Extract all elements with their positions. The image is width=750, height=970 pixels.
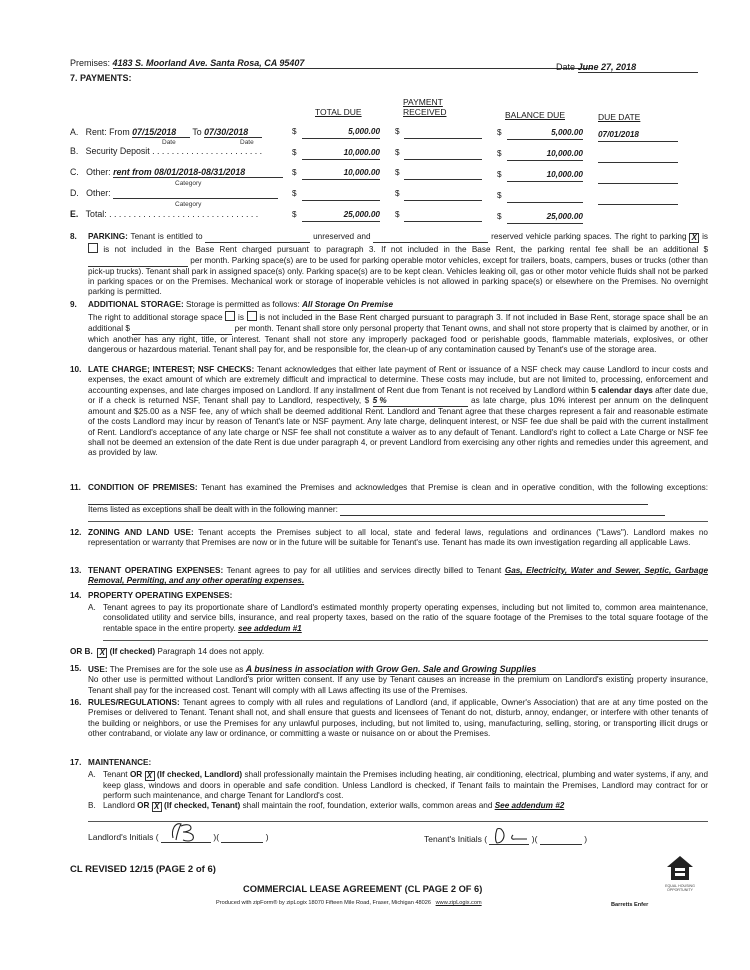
row-letter: C. <box>70 167 79 177</box>
text: )( <box>531 834 538 844</box>
agent-name: Barretts Enfer <box>611 902 649 908</box>
tenant-initials-label: Tenant's Initials ( <box>424 834 488 844</box>
section-title: TENANT OPERATING EXPENSES: <box>88 566 224 575</box>
premises-value[interactable]: 4183 S. Moorland Ave. Santa Rosa, CA 95407 <box>113 58 593 69</box>
section-use <box>88 664 708 696</box>
dollar-sign: $ <box>395 127 400 136</box>
rent-from-field[interactable]: 07/15/2018 <box>132 127 190 138</box>
row-letter: B. <box>70 146 79 156</box>
row-label: Other: <box>86 167 111 177</box>
date-label: Date <box>556 62 576 72</box>
security-total-due[interactable]: 10,000.00 <box>302 148 380 160</box>
text: to parking <box>650 232 687 241</box>
subsection-letter: A. <box>88 770 96 779</box>
subsection-letter: B. <box>88 801 96 810</box>
payment-row-security <box>70 146 262 156</box>
section-number: 9. <box>70 300 77 309</box>
storage-included-checkbox[interactable] <box>225 311 235 321</box>
landlord-second-initials-field[interactable] <box>221 832 263 843</box>
row-label: Other: <box>86 188 111 198</box>
text: (If checked) <box>109 647 156 656</box>
section-title: CONDITION OF PREMISES: <box>88 483 198 492</box>
other-c-balance-due[interactable]: 10,000.00 <box>507 170 583 182</box>
section-title: ZONING AND LAND USE: <box>88 528 194 537</box>
subsection-letter: A. <box>88 603 96 612</box>
date-line <box>556 62 698 73</box>
text: Tenant agrees to comply with all rules and regulations of Landlord (and, if applicable, Owner's Association) that are at any time posted on the Premises or delivered to Tenant. Tenant shall not, and shall ensure that guests and licensees of Tenant do not, disturb, annoy, endanger, or interfere with other tenants of the building or neighbors, or use the Premises for any unlawful purposes, including, but not limited to, using, manufacturing, selling, storing, or transporting illicit drugs or other contraband, or violate any law or ordinance, or committing a waste or nuisance on or about the Premises. <box>88 698 708 738</box>
storage-not-included-checkbox[interactable] <box>247 311 257 321</box>
text: Storage is permitted as follows: <box>185 300 300 309</box>
landlord-initials-signature <box>167 820 207 842</box>
col-payment-received-2: RECEIVED <box>403 107 447 117</box>
section-title: USE: <box>88 665 108 674</box>
text: is <box>702 232 708 241</box>
paragraph-14-not-apply-checkbox[interactable]: X <box>97 648 107 658</box>
operating-expenses-field[interactable]: see addedum #1 <box>238 623 302 633</box>
text: Tenant has examined the Premises and acknowledges that Premise is clean and in operative condition, with the following exceptions: <box>201 483 708 492</box>
dollar-sign: $ <box>497 128 502 137</box>
section-condition <box>88 483 708 516</box>
landlord-initials-label: Landlord's Initials ( <box>88 832 159 842</box>
text: is not included in the Base Rent charged pursuant to paragraph 3. If not included in Base Rent, <box>259 313 611 323</box>
section-number: 11. <box>70 483 81 492</box>
payment-row-rent <box>70 127 262 138</box>
equal-housing-text: EQUAL HOUSING OPPORTUNITY <box>665 884 695 893</box>
text: )( <box>213 832 220 842</box>
form-title: COMMERCIAL LEASE AGREEMENT (CL PAGE 2 OF 6) <box>243 884 483 894</box>
from-date-caption: Date <box>162 139 176 146</box>
landlord-maintains-checkbox[interactable]: X <box>145 771 155 781</box>
other-d-total-due[interactable] <box>302 189 380 201</box>
section-number: 10. <box>70 365 82 374</box>
landlord-initials-block <box>88 832 269 843</box>
section-late-charge <box>88 365 708 459</box>
row-letter: D. <box>70 188 79 198</box>
dollar-sign: $ <box>292 210 297 219</box>
section-title: PROPERTY OPERATING EXPENSES: <box>88 591 233 600</box>
tenant-initials-field[interactable] <box>489 834 529 845</box>
late-fee-field[interactable]: 5 % <box>373 396 468 407</box>
text: No other use is permitted without Landlord's prior written consent. If any use by Tenant causes an increase in the premium on Landlord's existing property insurance, Tenant shall pay for the increased cost. Tenant will comply with all Laws affecting its use of the Premises. <box>88 675 708 695</box>
rent-to-label: To <box>192 127 202 137</box>
section-number: 16. <box>70 698 82 707</box>
text: OR <box>137 801 150 810</box>
category-caption: Category <box>175 180 202 187</box>
exceptions-line[interactable] <box>88 521 708 522</box>
tenant-maintains-checkbox[interactable]: X <box>152 802 162 812</box>
text: Tenant agrees to pay for all utilities and services directly billed to Tenant <box>226 566 502 575</box>
subsection-14b <box>70 647 264 658</box>
security-balance-due[interactable]: 10,000.00 <box>507 149 583 161</box>
storage-fee-field[interactable] <box>132 324 232 335</box>
dollar-sign: $ <box>292 168 297 177</box>
row-label: Rent: From <box>85 127 130 137</box>
premises-label: Premises: <box>70 58 111 68</box>
maintenance-items-field[interactable]: See addendum #2 <box>494 801 565 810</box>
dollar-sign: $ <box>395 189 400 198</box>
section-tenant-expenses <box>88 566 708 587</box>
text: ) <box>265 832 269 842</box>
subsection-14a <box>103 603 708 634</box>
section-number: 15. <box>70 664 82 673</box>
producer-text: Produced with zipForm® by zipLogix 18070 Fifteen Mile Road, Fraser, Michigan 48026 <box>216 900 431 906</box>
dollar-sign: $ <box>497 212 502 221</box>
subsection-17a <box>103 770 708 802</box>
text: is <box>238 313 244 323</box>
section-number: 17. <box>70 758 82 767</box>
payment-row-other-c <box>70 167 283 178</box>
tenant-initials-block <box>424 834 587 845</box>
section-title: LATE CHARGE; INTEREST; NSF CHECKS: <box>88 365 255 374</box>
text: $ <box>364 395 370 405</box>
row-letter: E. <box>70 209 79 219</box>
dollar-sign: $ <box>395 148 400 157</box>
tenant-second-initials-field[interactable] <box>540 834 582 845</box>
col-balance-due: BALANCE DUE <box>505 110 565 120</box>
text: The Premises are for the sole use as <box>109 665 244 674</box>
total-payment-received[interactable] <box>404 210 482 222</box>
security-due-date[interactable] <box>598 151 678 163</box>
subsection-17b <box>103 801 708 812</box>
text: The right to additional storage space <box>88 313 223 323</box>
text: OR <box>129 770 143 779</box>
rent-balance-due[interactable]: 5,000.00 <box>507 128 583 140</box>
col-total-due: TOTAL DUE <box>315 107 362 117</box>
section-zoning <box>88 528 708 549</box>
text: Tenant agrees to pay its proportionate share of Landlord's estimated monthly property operating expenses, including but not limited to, common area maintenance, consolidated utility and service bills, insurance, and real property taxes, based on the ratio of the square footage of the Premises to the total square footage of the rentable space in the entire property. <box>103 603 708 633</box>
rent-to-field[interactable]: 07/30/2018 <box>204 127 262 138</box>
total-total-due[interactable]: 25,000.00 <box>302 210 380 222</box>
category-caption: Category <box>175 201 202 208</box>
col-due-date: DUE DATE <box>598 112 641 122</box>
row-label: Total: . . . . . . . . . . . . . . . . . . . . . . . . . . . . . . . <box>85 209 259 219</box>
text: ) <box>584 834 588 844</box>
dollar-sign: $ <box>292 148 297 157</box>
text: unreserved and <box>313 232 371 241</box>
text: (If checked, Tenant) <box>164 801 241 810</box>
payment-row-other-d <box>70 188 278 199</box>
section-title: MAINTENANCE: <box>88 758 152 767</box>
section-title: PARKING: <box>88 232 128 241</box>
text: shall professionally maintain the Premises including heating, air conditioning, electrical, plumbing and water systems, if any, and keep glass, windows and doors in operable and safe condition. Unless Landlord is checked, if Tenant fails to maintain the Premises, Landlord may contract for or perform such maintenance, and charge Tenant for Landlord's cost. <box>103 770 709 801</box>
reserved-spaces-field[interactable] <box>373 232 488 243</box>
total-balance-due[interactable]: 25,000.00 <box>507 212 583 224</box>
col-payment-received-1: PAYMENT <box>403 97 443 107</box>
text: Items listed as exceptions shall be dealt with in the following manner: <box>88 504 338 514</box>
other-d-category-field[interactable] <box>113 188 278 199</box>
row-letter: A. <box>70 127 79 137</box>
rent-payment-received[interactable] <box>404 127 482 139</box>
website-link[interactable]: www.zipLogix.com <box>435 900 482 906</box>
dollar-sign: $ <box>292 127 297 136</box>
tenant-initials-signature <box>491 825 535 845</box>
text: (If checked, Landlord) <box>156 770 243 779</box>
text: Tenant acknowledges that either late payment of Rent or issuance of a NSF check may cause Landlord to incur costs and expenses, the exact amount of which are extremely difficult and impractical to determine. These costs may include, but are not limited to, processing, enforcement and accounting expenses, and late charges imposed on Landlord. If any installment of Rent due from Tenant is not received by Landlord within <box>88 365 708 395</box>
text: after date due, or if a check is returned NSF, Tenant shall pay to Landlord, respectively, <box>88 385 708 405</box>
dollar-sign: $ <box>292 189 297 198</box>
equal-housing-icon <box>666 855 694 881</box>
premises-line <box>70 58 593 69</box>
other-d-balance-due[interactable] <box>507 191 583 203</box>
other-c-total-due[interactable]: 10,000.00 <box>302 168 380 180</box>
revision-label: CL REVISED 12/15 (PAGE 2 of 6) <box>70 864 216 875</box>
row-label: Security Deposit . . . . . . . . . . . . . . . . . . . . . . . <box>85 146 263 156</box>
dollar-sign: $ <box>497 191 502 200</box>
text: as late charge, plus 10% interest per annum on the delinquent amount and $25.00 as a NSF fee, any of which shall be deemed additional Rent. Landlord and Tenant agree that these charges represent a fair and reasonable estimate of the costs Landlord may incur by reason of Tenant's late or NSF payment. Any late charge, delinquent interest, or NSF fee due shall be paid with the current installment of Rent. Landlord's acceptance of any late charge or NSF fee shall not constitute a waiver as to any default of Tenant. Landlord's right to collect a Late Charge or NSF fee shall not be deemed an extension of the date Rent is due under paragraph 4, or prevent Landlord from exercising any other rights and remedies under this agreement, and as provided by law. <box>88 395 709 458</box>
date-value[interactable]: June 27, 2018 <box>578 62 698 73</box>
payments-title: 7. PAYMENTS: <box>70 73 132 83</box>
section-storage <box>88 300 708 355</box>
section-parking <box>88 232 708 298</box>
text: 5 calendar days <box>591 385 653 395</box>
tenant-expenses-field[interactable]: Gas, Electricity, Water and Sewer, Septic, Garbage Removal, Permiting, and any other operating expenses. <box>88 566 708 586</box>
text: storage space shall be an additional $ <box>88 313 708 333</box>
rent-total-due[interactable]: 5,000.00 <box>302 127 380 139</box>
producer-line <box>216 898 482 908</box>
text: per month. Parking space(s) are to be used for parking operable motor vehicles, except for trailers, boats, campers, buses or trucks (other than pick-up trucks). Tenant shall park in assigned space(s) only. Parking space(s) are to be kept clean. Vehicles leaking oil, gas or other motor vehicle fluids shall not be parked in parking spaces or on the Premises. Mechanical work or storage of inoperable vehicles is not allowed in parking space(s) or elsewhere on the Premises. No overnight parking is permitted. <box>88 255 708 297</box>
section-title: RULES/REGULATIONS: <box>88 698 180 707</box>
section-number: 14. <box>70 591 82 600</box>
text: Tenant accepts the Premises subject to all local, state and federal laws, regulations and ordinances ("Laws"). Landlord makes no representation or warranty that Premises are now or in the future will be suitable for Tenant's use. Tenant has made its own investigation regarding all applicable Laws. <box>88 528 708 548</box>
text: shall maintain the roof, foundation, exterior walls, common areas and <box>242 801 493 810</box>
text: per month. Tenant shall store only personal property that Tenant owns, and shall not store property that is claimed by another, or in which another has any right, title, or interest. Tenant shall not store any improperly packaged food or perishable goods, flammable materials, explosives, or other dangerous or hazardous material. Tenant shall pay for, and be responsible for, the clean-up of any contamination caused by Tenant's use of the storage area. <box>88 323 709 355</box>
dollar-sign: $ <box>395 168 400 177</box>
unreserved-spaces-field[interactable] <box>205 232 310 243</box>
text: reserved vehicle parking spaces. The right <box>491 232 648 241</box>
other-c-due-date[interactable] <box>598 172 678 184</box>
text: is not included in the Base Rent charged pursuant to paragraph 3. If not included in the Base Rent, the parking rental fee shall be <box>103 245 644 255</box>
storage-terms-field[interactable]: All Storage On Premise <box>302 300 682 311</box>
parking-fee-field[interactable] <box>88 256 188 267</box>
section-title: ADDITIONAL STORAGE: <box>88 300 184 309</box>
other-c-category-field[interactable]: rent from 08/01/2018-08/31/2018 <box>113 167 283 178</box>
section-number: 13. <box>70 566 82 575</box>
text: Paragraph 14 does not apply. <box>157 647 265 656</box>
payment-row-total <box>70 209 258 219</box>
rent-due-date[interactable]: 07/01/2018 <box>598 130 678 142</box>
parking-included-checkbox[interactable]: X <box>689 233 699 243</box>
exceptions-field[interactable] <box>88 493 648 504</box>
section-number: 8. <box>70 232 77 241</box>
equal-housing-logo <box>660 855 700 892</box>
other-d-payment-received[interactable] <box>404 189 482 201</box>
parking-not-included-checkbox[interactable] <box>88 243 98 253</box>
other-c-payment-received[interactable] <box>404 168 482 180</box>
dollar-sign: $ <box>497 170 502 179</box>
to-date-caption: Date <box>240 139 254 146</box>
text: Tenant <box>103 770 128 779</box>
section-number: 12. <box>70 528 82 537</box>
text: an additional $ <box>648 245 709 255</box>
exceptions-manner-field[interactable] <box>340 505 665 516</box>
security-payment-received[interactable] <box>404 148 482 160</box>
subsection-letter: OR B. <box>70 647 93 656</box>
text: Landlord <box>103 801 135 810</box>
dollar-sign: $ <box>497 149 502 158</box>
text: Tenant is entitled to <box>130 232 203 241</box>
permitted-use-field[interactable]: A business in association with Grow Gen. Sale and Growing Supplies <box>246 664 631 675</box>
other-d-due-date[interactable] <box>598 193 678 205</box>
section-rules <box>88 698 708 739</box>
dollar-sign: $ <box>395 210 400 219</box>
landlord-initials-field[interactable] <box>161 832 211 843</box>
operating-expenses-line <box>103 640 708 641</box>
